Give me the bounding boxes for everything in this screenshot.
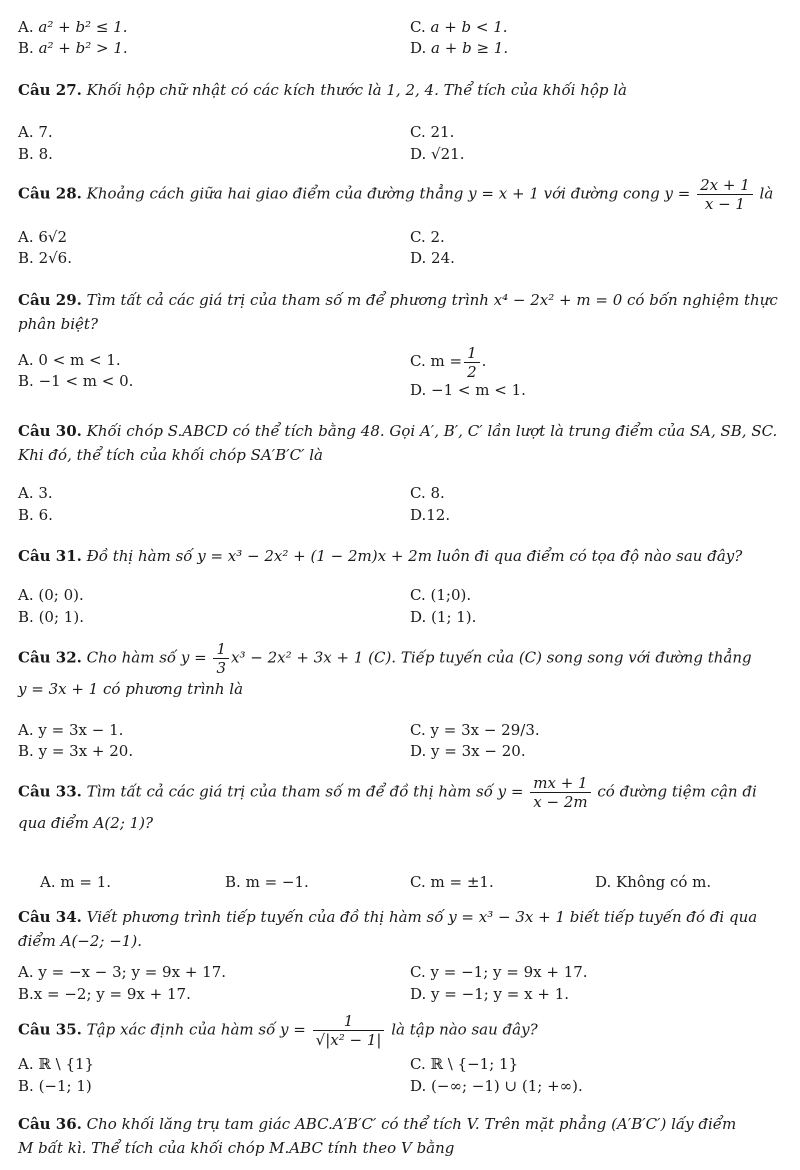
q34-option-a: [18, 962, 226, 982]
q28-stem: [18, 176, 786, 213]
question-text: Khoảng cách giữa hai giao điểm của đường thẳng y = x + 1 với đường cong y =: [86, 184, 691, 203]
q34-option-d: [410, 984, 569, 1004]
option-label: C.: [410, 1055, 426, 1073]
question-text-line2: phân biệt?: [18, 315, 98, 333]
option-label: D.: [410, 145, 427, 163]
option-text: 0 < m < 1.: [38, 351, 121, 369]
question-text-line2: qua điểm A(2; 1)?: [18, 814, 154, 832]
option-label: B.: [18, 985, 34, 1003]
option-label: C.: [410, 484, 426, 502]
q30-option-d: [410, 505, 450, 525]
option-label: C.: [410, 123, 426, 141]
q26-option-b: [18, 38, 128, 58]
q31-option-d: [410, 607, 476, 627]
question-text: Cho khối lăng trụ tam giác ABC.A′B′C′ có thể tích V. Trên mặt phẳng (A′B′C′) lấy điểm: [86, 1115, 737, 1133]
q32-option-a: [18, 720, 123, 740]
option-text: (−1; 1): [38, 1077, 92, 1095]
option-label: B.: [18, 608, 34, 626]
question-number: Câu 28.: [18, 184, 82, 203]
q34-option-b: [18, 984, 191, 1004]
fraction-denominator: x − 2m: [533, 793, 588, 811]
option-label: B.: [18, 39, 34, 57]
question-text-cont: x³ − 2x² + 3x + 1 (C). Tiếp tuyến của (C) song song với đường thẳng: [231, 648, 752, 667]
question-text: Khối hộp chữ nhật có các kích thước là 1, 2, 4. Thể tích của khối hộp là: [86, 81, 628, 99]
option-text: m = −1.: [245, 873, 309, 891]
option-label: D.: [410, 506, 427, 524]
option-text: 21.: [430, 123, 455, 141]
q27-option-c: [410, 122, 454, 142]
q29-option-a: [18, 350, 121, 370]
option-text: a + b ≥ 1.: [431, 39, 509, 57]
question-number: Câu 33.: [18, 782, 82, 801]
q32-option-b: [18, 741, 133, 761]
option-text: 8.: [38, 145, 53, 163]
option-label: B.: [18, 249, 34, 267]
option-text: y = 3x − 1.: [38, 721, 124, 739]
question-number: Câu 36.: [18, 1115, 82, 1133]
q33-stem: [18, 774, 786, 835]
option-text: y = 3x + 20.: [38, 742, 134, 760]
option-label: A.: [18, 228, 34, 246]
question-text: Tìm tất cả các giá trị của tham số m để đồ thị hàm số y =: [86, 782, 524, 801]
option-text: 7.: [38, 123, 53, 141]
question-number: Câu 35.: [18, 1020, 82, 1039]
fraction-numerator: 1: [213, 640, 229, 659]
q32-stem: [18, 640, 786, 701]
fraction: [464, 344, 480, 381]
q35-option-b: [18, 1076, 92, 1096]
option-text: Không có m.: [616, 873, 712, 891]
q30-stem: [18, 419, 786, 467]
question-text-line2: Khi đó, thể tích của khối chóp SA′B′C′ là: [18, 446, 324, 464]
question-text: Viết phương trình tiếp tuyến của đồ thị hàm số y = x³ − 3x + 1 biết tiếp tuyến đó đi qua: [86, 908, 758, 926]
option-label: C.: [410, 586, 426, 604]
option-label: B.: [18, 1077, 34, 1095]
q35-option-a: [18, 1054, 94, 1074]
q27-option-d: [410, 144, 464, 164]
option-text: m = ±1.: [430, 873, 494, 891]
option-text: y = −1; y = 9x + 17.: [430, 963, 588, 981]
fraction-denominator: √|x² − 1|: [315, 1031, 382, 1049]
q28-option-a: [18, 227, 67, 247]
fraction-denominator: 2: [467, 362, 477, 381]
option-text: a + b < 1.: [430, 18, 508, 36]
option-text: (1; 1).: [431, 608, 477, 626]
option-text: m =: [430, 352, 463, 370]
question-number: Câu 31.: [18, 547, 82, 565]
option-label: D.: [595, 873, 612, 891]
option-label: A.: [18, 484, 34, 502]
option-label: A.: [18, 1055, 34, 1073]
option-text: a² + b² > 1.: [38, 39, 128, 57]
question-number: Câu 30.: [18, 422, 82, 440]
q26-option-c: [410, 17, 508, 37]
option-text: y = −x − 3; y = 9x + 17.: [38, 963, 227, 981]
q26-option-d: [410, 38, 508, 58]
q31-stem: [18, 544, 786, 568]
option-label: A.: [18, 963, 34, 981]
q33-option-a: [40, 872, 111, 892]
option-label: D.: [410, 985, 427, 1003]
q33-option-d: [595, 872, 711, 892]
fraction-numerator: 1: [313, 1012, 385, 1031]
option-label: C.: [410, 721, 426, 739]
q29-option-b: [18, 371, 133, 391]
option-label: A.: [18, 351, 34, 369]
q33-option-b: [225, 872, 309, 892]
q35-option-c: [410, 1054, 518, 1074]
option-text: ℝ \ {−1; 1}: [430, 1055, 519, 1073]
option-label: B.: [18, 145, 34, 163]
question-text: Khối chóp S.ABCD có thể tích bằng 48. Gọi A′, B′, C′ lần lượt là trung điểm của SA, SB, SC.: [86, 422, 778, 440]
q35-stem: [18, 1012, 786, 1049]
option-text: x = −2; y = 9x + 17.: [33, 985, 191, 1003]
q31-option-c: [410, 585, 471, 605]
q28-option-d: [410, 248, 455, 268]
fraction-numerator: mx + 1: [530, 774, 590, 793]
question-number: Câu 32.: [18, 648, 82, 667]
option-label: B.: [225, 873, 241, 891]
option-label: C.: [410, 873, 426, 891]
question-text-end: là: [759, 184, 774, 203]
q26-option-a: [18, 17, 127, 37]
option-label: D.: [410, 1077, 427, 1095]
q35-option-d: [410, 1076, 583, 1096]
fraction: [313, 1012, 385, 1049]
fraction-denominator: 3: [216, 659, 226, 677]
question-number: Câu 27.: [18, 81, 82, 99]
option-text: m = 1.: [60, 873, 112, 891]
option-text-end: .: [481, 352, 487, 370]
option-text: (1;0).: [430, 586, 472, 604]
question-text-cont: có đường tiệm cận đi: [597, 782, 757, 801]
q27-stem: [18, 78, 786, 102]
option-text: a² + b² ≤ 1.: [38, 18, 128, 36]
q29-stem: [18, 288, 786, 336]
fraction-denominator: x − 1: [704, 195, 745, 213]
option-text: 2√6.: [38, 249, 72, 267]
question-text-end: là tập nào sau đây?: [391, 1020, 538, 1039]
option-label: B.: [18, 372, 34, 390]
question-text: Tập xác định của hàm số y =: [86, 1020, 306, 1039]
question-text: Đồ thị hàm số y = x³ − 2x² + (1 − 2m)x + 2m luôn đi qua điểm có tọa độ nào sau đây?: [86, 547, 743, 565]
q36-stem: [18, 1112, 786, 1160]
question-text: Tìm tất cả các giá trị của tham số m để phương trình x⁴ − 2x² + m = 0 có bốn nghiệm thực: [86, 291, 778, 309]
q32-option-d: [410, 741, 526, 761]
q33-option-c: [410, 872, 494, 892]
option-text: y = 3x − 29/3.: [430, 721, 540, 739]
option-text: 6√2: [38, 228, 68, 246]
fraction: [697, 176, 753, 213]
q28-option-c: [410, 227, 445, 247]
option-label: A.: [40, 873, 56, 891]
option-label: A.: [18, 18, 34, 36]
q27-option-b: [18, 144, 53, 164]
option-label: A.: [18, 123, 34, 141]
q32-option-c: [410, 720, 540, 740]
option-label: D.: [410, 742, 427, 760]
q30-option-c: [410, 483, 445, 503]
q30-option-b: [18, 505, 53, 525]
q29-option-d: [410, 380, 526, 400]
option-text: y = −1; y = x + 1.: [431, 985, 570, 1003]
option-text: 3.: [38, 484, 53, 502]
q34-option-c: [410, 962, 588, 982]
option-label: D.: [410, 608, 427, 626]
q31-option-a: [18, 585, 84, 605]
option-text: ℝ \ {1}: [38, 1055, 95, 1073]
q28-option-b: [18, 248, 72, 268]
option-text: 24.: [431, 249, 455, 267]
option-text: 12.: [426, 506, 451, 524]
fraction: [530, 774, 590, 811]
option-text: y = 3x − 20.: [431, 742, 526, 760]
question-text-line2: điểm A(−2; −1).: [18, 932, 142, 950]
q30-option-a: [18, 483, 53, 503]
option-text: (−∞; −1) ∪ (1; +∞).: [431, 1077, 583, 1095]
option-label: D.: [410, 39, 427, 57]
question-text: Cho hàm số y =: [86, 648, 207, 667]
q27-option-a: [18, 122, 53, 142]
option-text: √21.: [431, 145, 465, 163]
option-label: C.: [410, 18, 426, 36]
option-text: (0; 1).: [38, 608, 84, 626]
question-text-line2: M bất kì. Thể tích của khối chóp M.ABC tính theo V bằng: [18, 1139, 455, 1157]
option-label: A.: [18, 721, 34, 739]
option-text: −1 < m < 1.: [431, 381, 526, 399]
option-text: −1 < m < 0.: [38, 372, 134, 390]
option-text: 8.: [430, 484, 445, 502]
fraction-numerator: 1: [464, 344, 480, 363]
option-label: C.: [410, 352, 426, 370]
question-number: Câu 29.: [18, 291, 82, 309]
option-label: C.: [410, 228, 426, 246]
option-label: D.: [410, 381, 427, 399]
option-text: 6.: [38, 506, 53, 524]
q31-option-b: [18, 607, 84, 627]
option-text: (0; 0).: [38, 586, 84, 604]
q29-option-c: [410, 342, 486, 381]
option-text: 2.: [430, 228, 445, 246]
option-label: C.: [410, 963, 426, 981]
question-text-line2: y = 3x + 1 có phương trình là: [18, 680, 244, 698]
q34-stem: [18, 905, 786, 953]
fraction: [213, 640, 229, 677]
option-label: D.: [410, 249, 427, 267]
option-label: B.: [18, 742, 34, 760]
option-label: B.: [18, 506, 34, 524]
option-label: A.: [18, 586, 34, 604]
question-number: Câu 34.: [18, 908, 82, 926]
fraction-numerator: 2x + 1: [697, 176, 753, 195]
